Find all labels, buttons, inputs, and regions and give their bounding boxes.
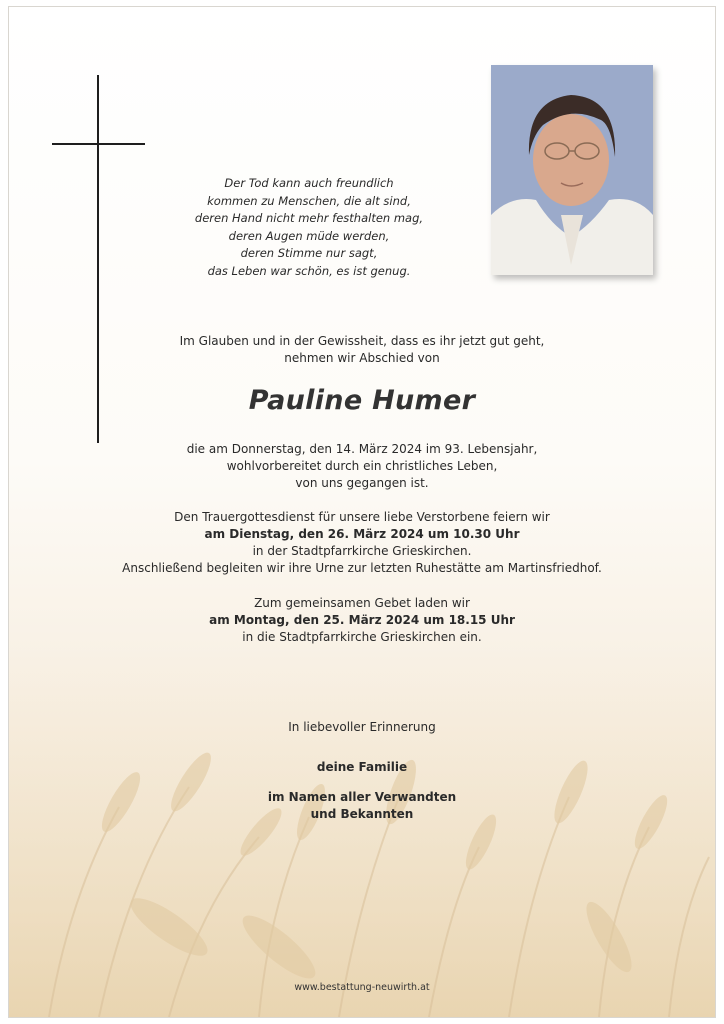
poem-line: Der Tod kann auch freundlich — [224, 176, 394, 190]
poem-line: deren Hand nicht mehr festhalten mag, — [194, 211, 424, 225]
prayer-info — [9, 595, 715, 646]
relatives-line: und Bekannten — [310, 807, 414, 821]
poem-line: deren Stimme nur sagt, — [240, 246, 378, 260]
funeral-info — [9, 509, 715, 577]
website-link[interactable]: www.bestattung-neuwirth.at — [294, 982, 430, 993]
death-info — [9, 441, 715, 492]
relatives-line: im Namen aller Verwandten — [267, 790, 457, 804]
wheat-field-background — [9, 647, 715, 1017]
death-info-line: wohlvorbereitet durch ein christliches Leben, — [226, 459, 498, 473]
deceased-name: Pauline Humer — [248, 385, 476, 416]
funeral-line: Den Trauergottesdienst für unsere liebe Verstorbene feiern wir — [174, 510, 550, 524]
poem-line: kommen zu Menschen, die alt sind, — [207, 193, 411, 208]
death-info-line: die am Donnerstag, den 14. März 2024 im 93. Lebensjahr, — [186, 442, 538, 456]
funeral-date: am Dienstag, den 26. März 2024 um 10.30 Uhr — [204, 527, 520, 541]
poem-line: das Leben war schön, es ist genug. — [207, 263, 411, 278]
cross-icon-horizontal — [52, 143, 145, 145]
intro-text — [9, 333, 715, 367]
prayer-date: am Montag, den 25. März 2024 um 18.15 Uhr — [209, 613, 515, 627]
family-signature: deine Familie — [316, 760, 408, 774]
prayer-line: Zum gemeinsamen Gebet laden wir — [254, 596, 470, 610]
intro-line: nehmen wir Abschied von — [284, 351, 440, 365]
prayer-line: in die Stadtpfarrkirche Grieskirchen ein. — [242, 630, 482, 644]
portrait-photo — [491, 65, 653, 275]
intro-line: Im Glauben und in der Gewissheit, dass es ihr jetzt gut geht, — [179, 334, 545, 348]
funeral-line: Anschließend begleiten wir ihre Urne zur letzten Ruhestätte am Martinsfriedhof. — [122, 561, 602, 575]
poem — [159, 175, 459, 280]
poem-line: deren Augen müde werden, — [228, 228, 390, 243]
relatives-signature — [9, 789, 715, 823]
obituary-sheet — [8, 6, 716, 1018]
memory-text: In liebevoller Erinnerung — [288, 720, 436, 734]
death-info-line: von uns gegangen ist. — [295, 476, 429, 490]
funeral-line: in der Stadtpfarrkirche Grieskirchen. — [252, 544, 472, 558]
